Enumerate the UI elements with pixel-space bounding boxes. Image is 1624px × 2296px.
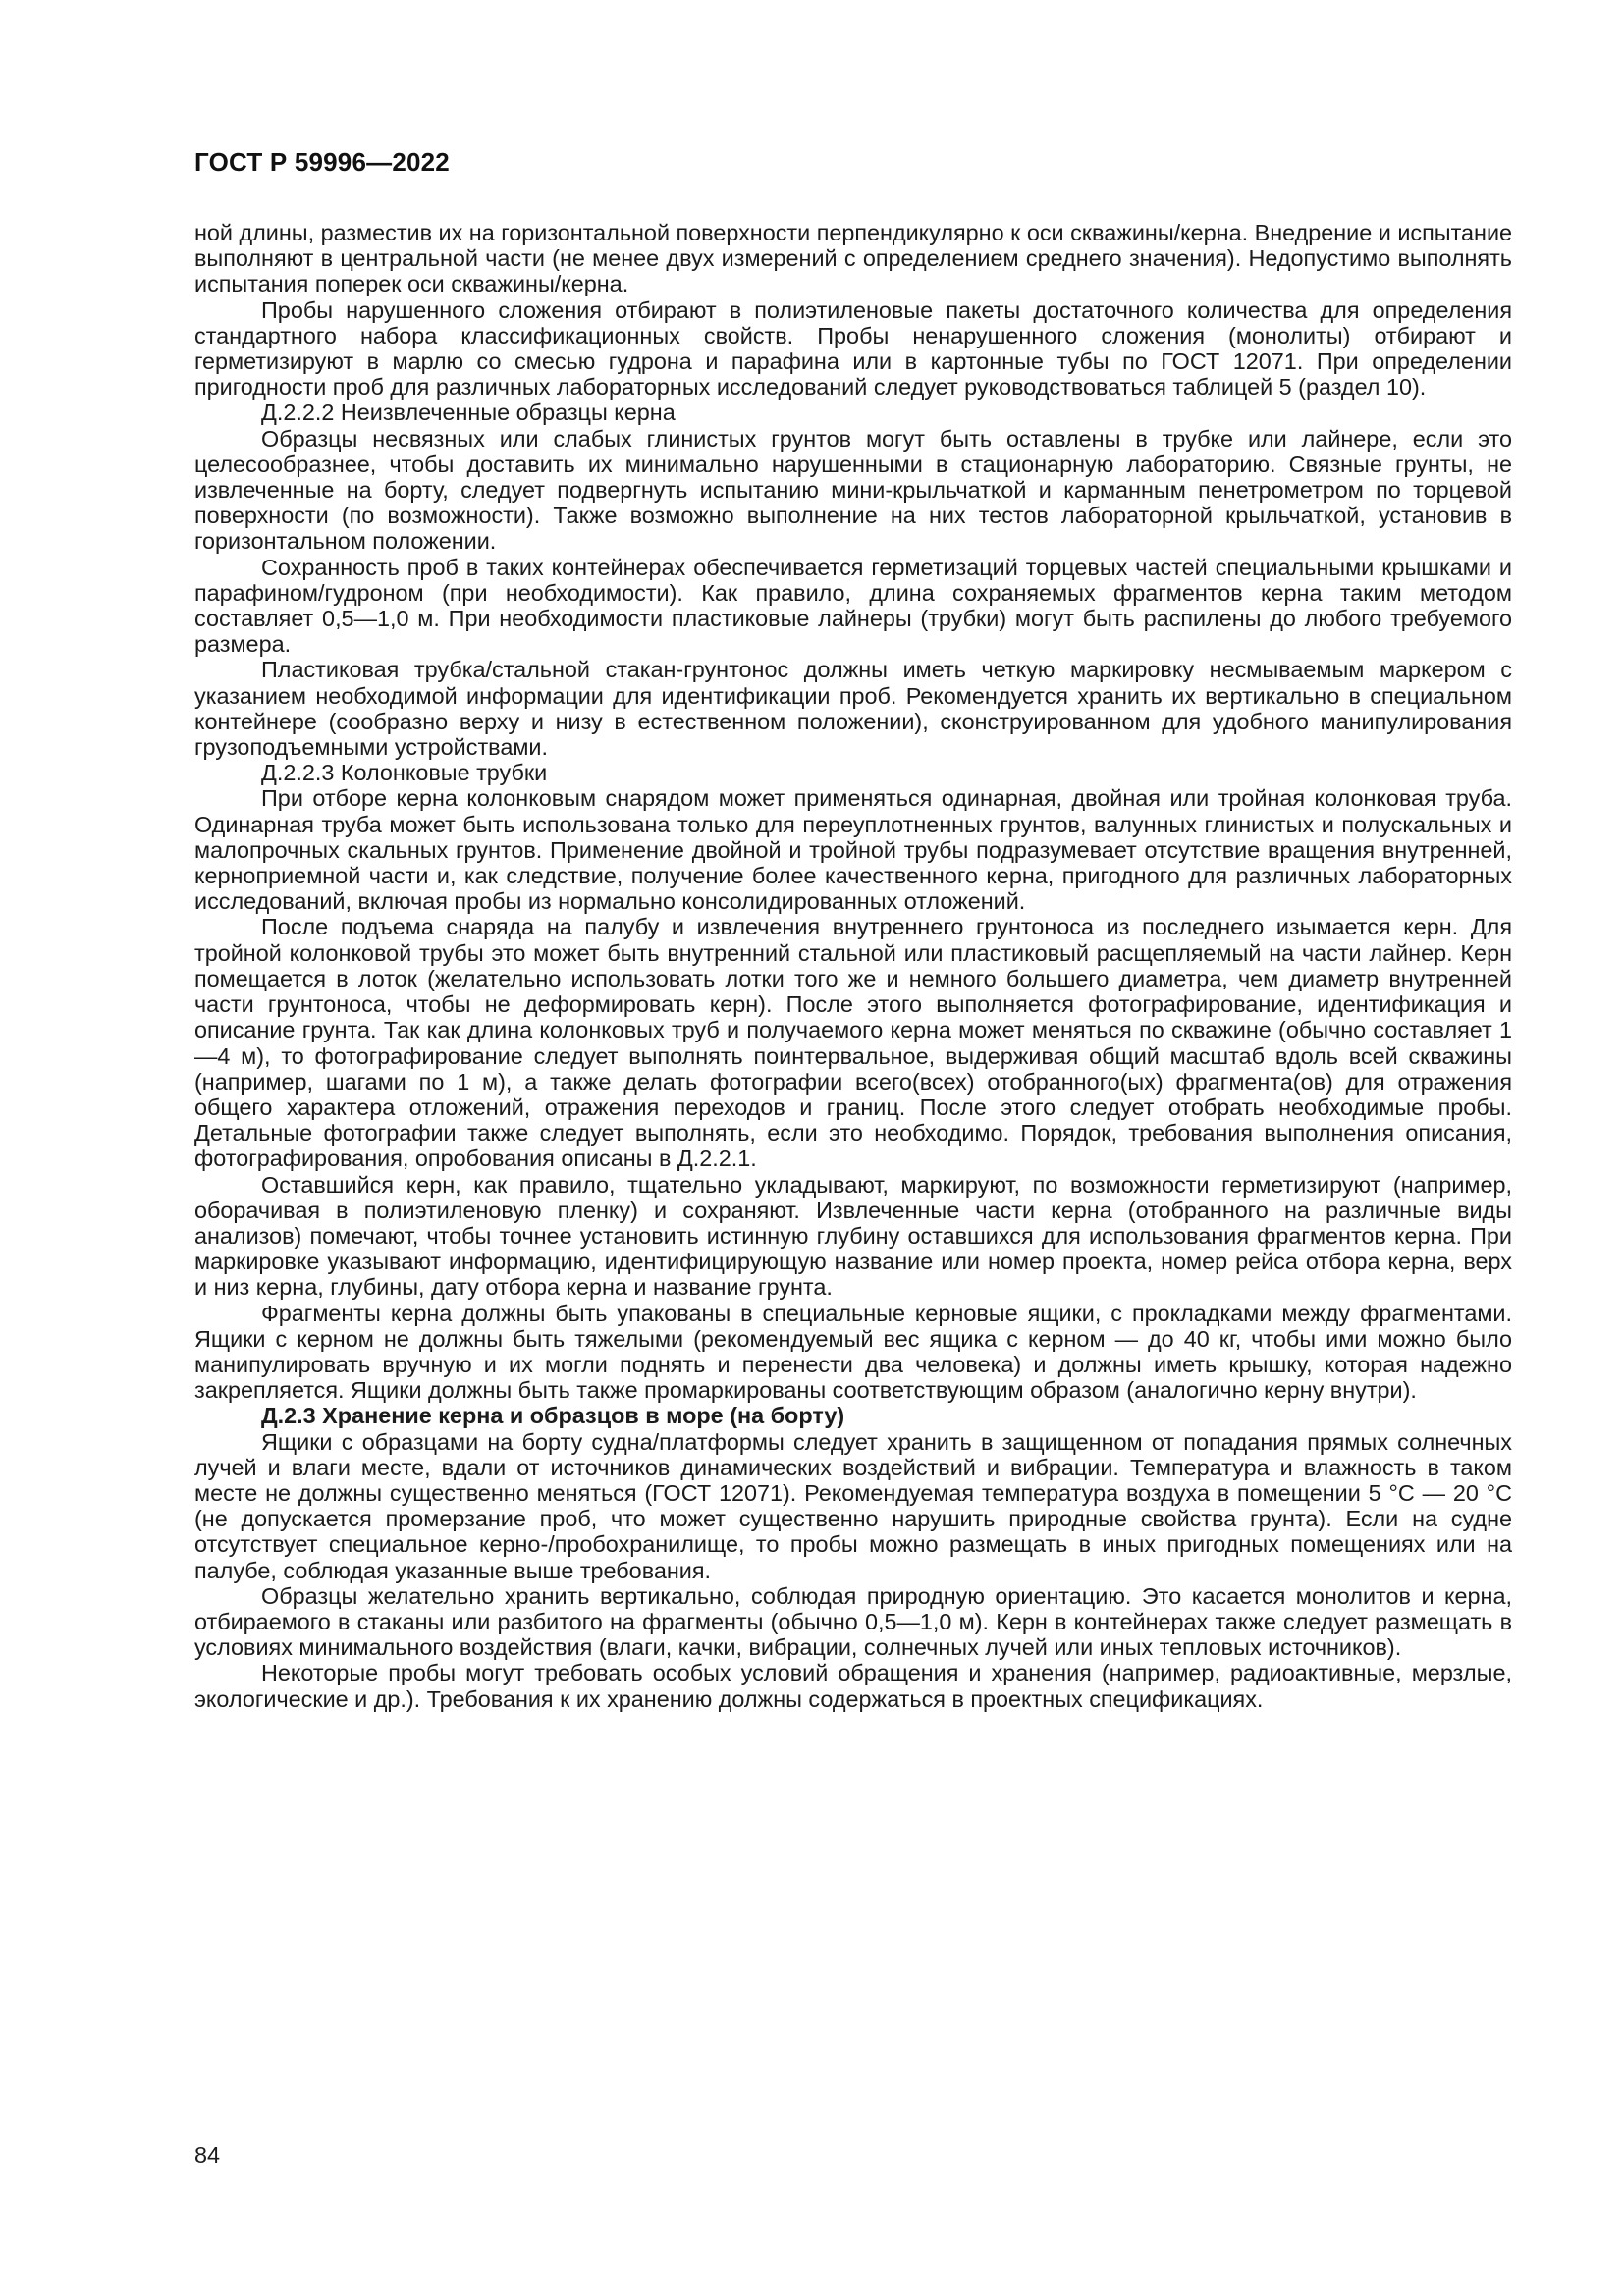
- section-heading: Д.2.3 Хранение керна и образцов в море (на борту): [261, 1403, 845, 1429]
- paragraph: Образцы несвязных или слабых глинистых грунтов могут быть оставлены в трубке или лайнере, если это целесообразнее, чтобы доставить их минимально нарушенными в стационарную лабораторию. Связные грунты, не извлеченные на борту, следует подвергнуть испытанию мини-крыльчаткой и карманным пенетрометром по торцевой поверхности (по возможности). Также возможно выполнение на них тестов лабораторной крыльчаткой, установив в горизонтальном положении.: [194, 425, 1512, 555]
- document-standard-title: ГОСТ Р 59996—2022: [194, 147, 450, 177]
- subsection-heading: Д.2.2.3 Колонковые трубки: [261, 760, 548, 786]
- paragraph: ной длины, разместив их на горизонтальной поверхности перпендикулярно к оси скважины/керна. Внедрение и испытание выполняют в центральной части (не менее двух измерений с определением среднего значения). Недопустимо выполнять испытания поперек оси скважины/керна.: [194, 220, 1513, 297]
- paragraph: Фрагменты керна должны быть упакованы в специальные керновые ящики, с прокладками между фрагментами. Ящики с керном не должны быть тяжелыми (рекомендуемый вес ящика с керном — до 40 кг, чтобы ими можно было манипулировать вручную и их могли поднять и перенести два человека) и должны иметь крышку, которая надежно закрепляется. Ящики должны быть также промаркированы соответствующим образом (аналогично керну внутри).: [194, 1300, 1512, 1404]
- paragraph: При отборе керна колонковым снарядом может применяться одинарная, двойная или тройная колонковая труба. Одинарная труба может быть использована только для переуплотненных грунтов, валунных глинистых и полускальных и малопрочных скальных грунтов. Применение двойной и тройной трубы подразумевает отсутствие вращения внутренней, керноприемной части и, как следствие, получение более качественного керна, пригодного для различных лабораторных исследований, включая пробы из нормально консолидированных отложений.: [194, 785, 1512, 915]
- paragraph: Пробы нарушенного сложения отбирают в полиэтиленовые пакеты достаточного количества для определения стандартного набора классификационных свойств. Пробы ненарушенного сложения (монолиты) отбирают и герметизируют в марлю со смесью гудрона и парафина или в картонные тубы по ГОСТ 12071. При определении пригодности проб для различных лабораторных исследований следует руководствоваться таблицей 5 (раздел 10).: [194, 296, 1512, 400]
- paragraph: Сохранность проб в таких контейнерах обеспечивается герметизаций торцевых частей специальными крышками и парафином/гудроном (при необходимости). Как правило, длина сохраняемых фрагментов керна таким методом составляет 0,5—1,0 м. При необходимости пластиковые лайнеры (трубки) могут быть распилены до любого требуемого размера.: [194, 554, 1512, 658]
- paragraph: Некоторые пробы могут требовать особых условий обращения и хранения (например, радиоактивные, мерзлые, экологические и др.). Требования к их хранению должны содержаться в проектных спецификациях.: [194, 1660, 1512, 1712]
- page-number: 84: [194, 2142, 221, 2167]
- paragraph: Оставшийся керн, как правило, тщательно укладывают, маркируют, по возможности герметизируют (например, оборачивая в полиэтиленовую пленку) и сохраняют. Извлеченные части керна (отобранного на различные виды анализов) помечают, чтобы точнее установить истинную глубину оставшихся для использования фрагментов керна. При маркировке указывают информацию, идентифицирующую название или номер проекта, номер рейса отбора керна, верх и низ керна, глубины, дату отбора керна и название грунта.: [194, 1171, 1512, 1301]
- document-body: [194, 220, 1512, 1712]
- paragraph: После подъема снаряда на палубу и извлечения внутреннего грунтоноса из последнего изымается керн. Для тройной колонковой трубы это может быть внутренний стальной или пластиковый расщепляемый на части лайнер. Керн помещается в лоток (желательно использовать лотки того же и немного большего диаметра, чем диаметр внутренней части грунтоноса, чтобы не деформировать керн). После этого выполняется фотографирование, идентификация и описание грунта. Так как длина колонковых труб и получаемого керна может меняться по скважине (обычно составляет 1—4 м), то фотографирование следует выполнять поинтервальное, выдерживая общий масштаб вдоль всей скважины (например, шагами по 1 м), а также делать фотографии всего(всех) отобранного(ых) фрагмента(ов) для отражения общего характера отложений, отражения переходов и границ. После этого следует отобрать необходимые пробы. Детальные фотографии также следует выполнять, если это необходимо. Порядок, требования выполнения описания, фотографирования, опробования описаны в Д.2.2.1.: [194, 914, 1512, 1172]
- paragraph: Пластиковая трубка/стальной стакан-грунтонос должны иметь четкую маркировку несмываемым маркером с указанием необходимой информации для идентификации проб. Рекомендуется хранить их вертикально в специальном контейнере (сообразно верху и низу в естественном положении), сконструированном для удобного манипулирования грузоподъемными устройствами.: [194, 657, 1512, 761]
- subsection-heading: Д.2.2.2 Неизвлеченные образцы керна: [261, 400, 676, 426]
- paragraph: Образцы желательно хранить вертикально, соблюдая природную ориентацию. Это касается монолитов и керна, отбираемого в стаканы или разбитого на фрагменты (обычно 0,5—1,0 м). Керн в контейнерах также следует размещать в условиях минимального воздействия (влаги, качки, вибрации, солнечных лучей или иных тепловых источников).: [194, 1582, 1512, 1661]
- paragraph: Ящики с образцами на борту судна/платформы следует хранить в защищенном от попадания прямых солнечных лучей и влаги месте, вдали от источников динамических воздействий и вибрации. Температура и влажность в таком месте не должны существенно меняться (ГОСТ 12071). Рекомендуемая температура воздуха в помещении 5 °C — 20 °C (не допускается промерзание проб, что может существенно нарушить природные свойства грунта). Если на судне отсутствует специальное керно-/пробохранилище, то пробы можно размещать в иных пригодных помещениях или на палубе, соблюдая указанные выше требования.: [194, 1428, 1512, 1583]
